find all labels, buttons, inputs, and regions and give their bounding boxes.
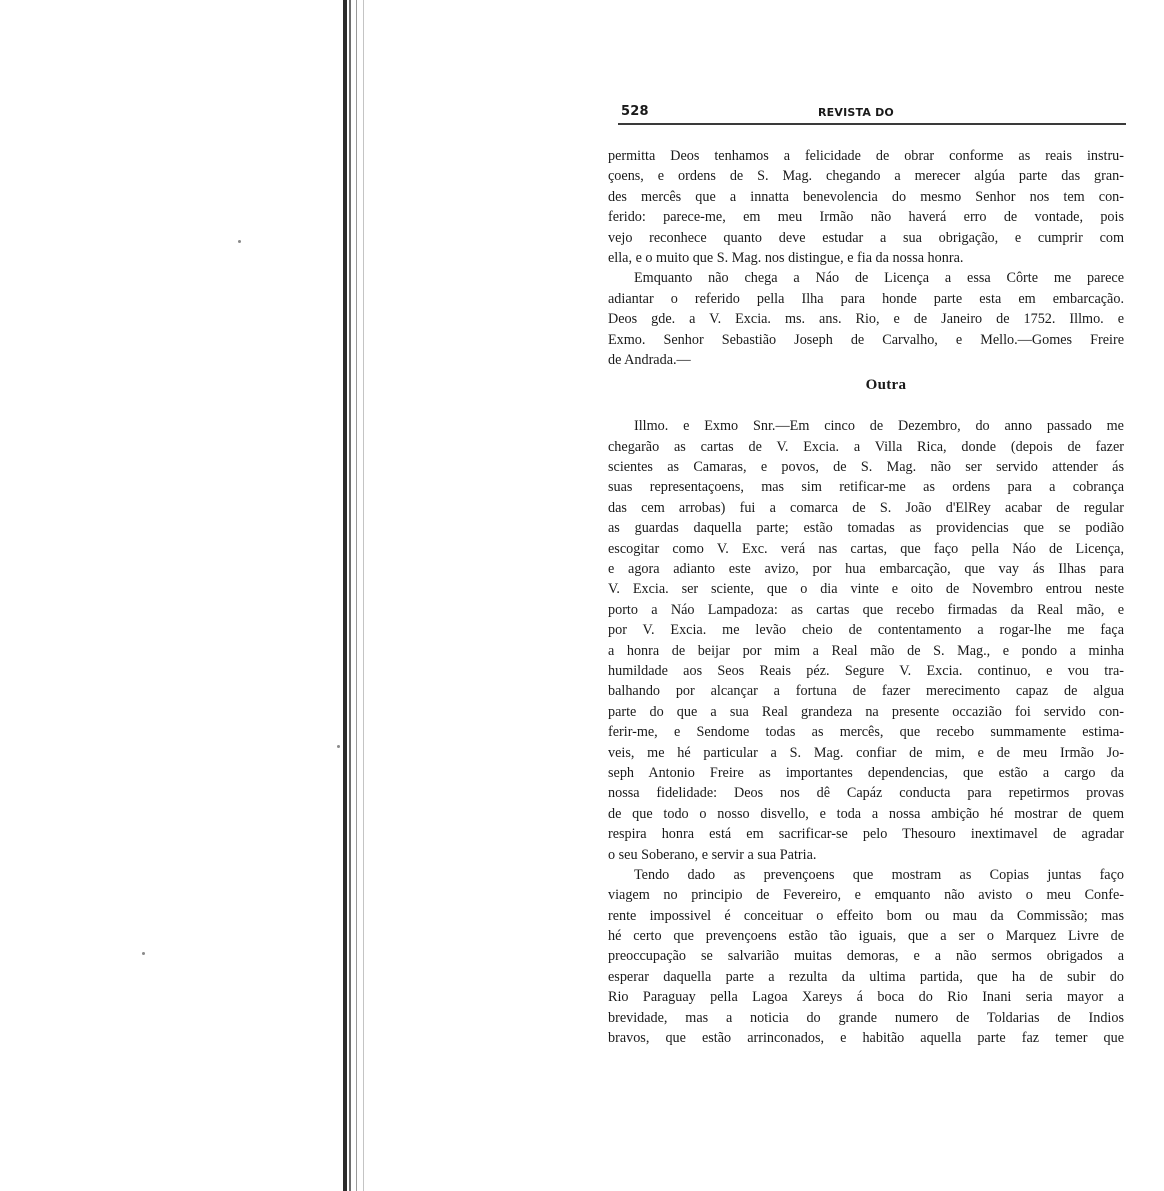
binding-edge	[363, 0, 364, 1191]
text-line: bravos, que estão arrinconados, e habitão aquella parte faz temer que	[608, 1030, 1124, 1047]
text-line: as guardas daquella parte; estão tomadas as providencias que se podião	[608, 520, 1124, 537]
text-line: humildade aos Seos Reais péz. Segure V. Excia. continuo, e vou tra-	[608, 662, 1124, 679]
text-line: balhando por alcançar a fortuna de fazer merecimento capaz de algua	[608, 683, 1124, 700]
paragraph	[608, 865, 1124, 1049]
binding-edge	[356, 0, 357, 1191]
book-binding-gutter	[343, 0, 373, 1191]
paragraph	[608, 146, 1124, 268]
header-rule	[618, 123, 1126, 125]
text-line: ferir-me, e Sendome todas as mercês, que recebo summamente estima-	[608, 724, 1124, 741]
page-number: 528	[621, 104, 649, 119]
binding-edge	[349, 0, 351, 1191]
text-line: scientes as Camaras, e povos, de S. Mag. não ser servido attender ás	[608, 459, 1124, 476]
page-body	[608, 146, 1124, 1048]
text-line: viagem no principio de Fevereiro, e emquanto não avisto o meu Confe-	[608, 887, 1124, 904]
text-line: de Andrada.—	[608, 351, 691, 368]
text-line: ella, e o muito que S. Mag. nos distingue, e fia da nossa honra.	[608, 249, 964, 266]
paper-speck	[142, 952, 145, 955]
text-line: chegarão as cartas de V. Excia. a Villa Rica, donde (depois de fazer	[608, 438, 1124, 455]
paper-speck	[238, 240, 241, 243]
text-line: Rio Paraguay pella Lagoa Xareys á boca do Rio Inani seria mayor a	[608, 989, 1124, 1006]
text-line: porto a Náo Lampadoza: as cartas que recebo firmadas da Real mão, e	[608, 601, 1124, 618]
paragraph	[608, 416, 1124, 865]
text-line: veis, me hé particular a S. Mag. confiar de mim, e de meu Irmão Jo-	[608, 744, 1124, 761]
running-title: REVISTA DO	[818, 106, 894, 119]
binding-edge	[343, 0, 347, 1191]
text-line: Tendo dado as prevençoens que mostram as Copias juntas faço	[634, 866, 1124, 883]
paragraph	[608, 268, 1124, 370]
text-line: çoens, e ordens de S. Mag. chegando a merecer algúa parte das gran-	[608, 168, 1124, 185]
text-line: adiantar o referido pella Ilha para honde parte esta em embarcação.	[608, 290, 1124, 307]
text-line: vejo reconhece quanto deve estudar a sua obrigação, e cumprir com	[608, 229, 1124, 246]
text-line: respira honra está em sacrificar-se pelo Thesouro inextimavel de agradar	[608, 826, 1124, 843]
text-line: preoccupação se salvarião muitas demoras, e a não sermos obrigados a	[608, 948, 1124, 965]
text-line: esperar daquella parte a rezulta da ultima partida, que ha de subir do	[608, 968, 1124, 985]
spacer	[608, 400, 1124, 416]
text-line: parte do que a sua Real grandeza na presente occazião foi servido con-	[608, 703, 1124, 720]
text-line: V. Excia. ser sciente, que o dia vinte e oito de Novembro entrou neste	[608, 581, 1124, 598]
text-line: por V. Excia. me levão cheio de contentamento a rogar-lhe me faça	[608, 622, 1124, 639]
text-line: brevidade, mas a noticia do grande numero de Toldarias de Indios	[608, 1009, 1124, 1026]
text-line: permitta Deos tenhamos a felicidade de obrar conforme as reais instru-	[608, 148, 1124, 164]
paper-speck	[337, 745, 340, 748]
text-line: Deos gde. a V. Excia. ms. ans. Rio, e de Janeiro de 1752. Illmo. e	[608, 311, 1124, 328]
text-line: de que todo o nosso disvello, e toda a nossa ambição hé mostrar de quem	[608, 805, 1124, 822]
text-line: suas representaçoens, mas sim retificar-me as ordens para a cobrança	[608, 479, 1124, 496]
text-line: nossa fidelidade: Deos nos dê Capáz conducta para repetirmos provas	[608, 785, 1124, 802]
running-head	[608, 98, 1124, 120]
text-line: o seu Soberano, e servir a sua Patria.	[608, 846, 817, 863]
text-line: ferido: parece-me, em meu Irmão não haverá erro de vontade, pois	[608, 209, 1124, 226]
text-line: hé certo que prevençoens estão tão iguais, que a ser o Marquez Livre de	[608, 928, 1124, 945]
book-page	[608, 98, 1124, 1048]
text-line: rente impossivel é conceituar o effeito bom ou mau da Commissão; mas	[608, 907, 1124, 924]
text-line: e agora adianto este avizo, por hua embarcação, que vay ás Ilhas para	[608, 561, 1124, 578]
text-line: seph Antonio Freire as importantes dependencias, que estão a cargo da	[608, 764, 1124, 781]
text-line: des mercês que a innatta benevolencia do mesmo Senhor nos tem con-	[608, 188, 1124, 205]
text-line: Illmo. e Exmo Snr.—Em cinco de Dezembro, do anno passado me	[634, 418, 1124, 435]
text-line: Emquanto não chega a Náo de Licença a essa Côrte me parece	[634, 270, 1124, 287]
text-line: escogitar como V. Exc. verá nas cartas, que faço pella Náo de Licença,	[608, 540, 1124, 557]
text-line: das cem arrobas) fui a comarca de S. João d'ElRey acabar de regular	[608, 499, 1124, 516]
section-title: Outra	[865, 377, 907, 394]
text-line: a honra de beijar por mim a Real mão de S. Mag., e pondo a minha	[608, 642, 1124, 659]
text-line: Exmo. Senhor Sebastião Joseph de Carvalho, e Mello.—Gomes Freire	[608, 331, 1124, 348]
